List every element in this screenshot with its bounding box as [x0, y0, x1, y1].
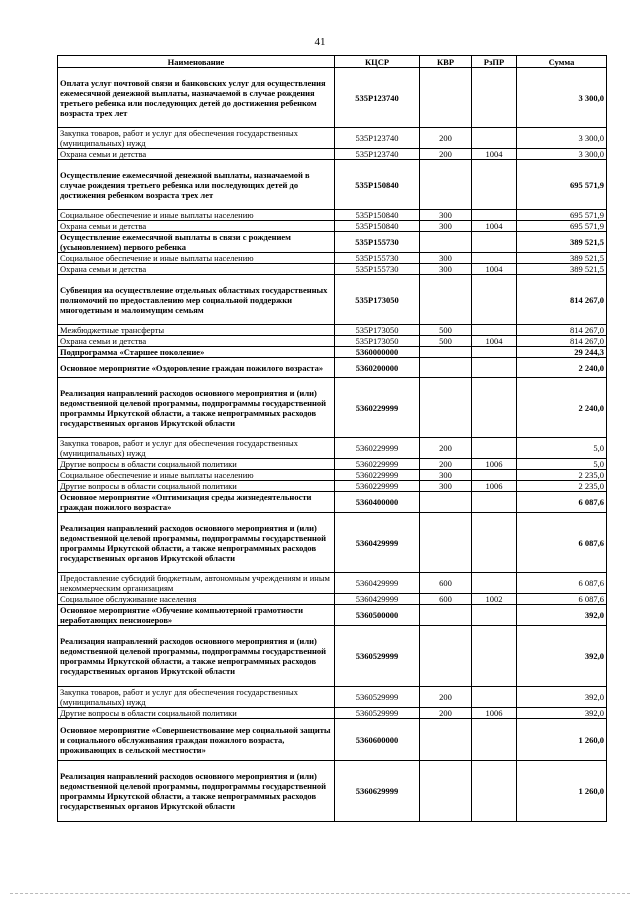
- cell-sum: 389 521,5: [517, 232, 607, 253]
- cell-kvr: 200: [420, 128, 472, 149]
- cell-kvr: 200: [420, 687, 472, 708]
- cell-kcsr: 5360229999: [335, 481, 420, 492]
- cell-name: Другие вопросы в области социальной политики: [58, 459, 335, 470]
- table-row: [58, 687, 607, 708]
- table-header-row: [58, 56, 607, 68]
- cell-name: Закупка товаров, работ и услуг для обеспечения государственных (муниципальных) нужд: [58, 687, 335, 708]
- header-sum: Сумма: [517, 56, 607, 68]
- cell-sum: 814 267,0: [517, 336, 607, 347]
- cell-sum: 1 260,0: [517, 719, 607, 761]
- cell-sum: 5,0: [517, 459, 607, 470]
- cell-kvr: 600: [420, 573, 472, 594]
- cell-kcsr: 535P150840: [335, 160, 420, 210]
- table-row: [58, 513, 607, 573]
- cell-sum: 6 087,6: [517, 513, 607, 573]
- cell-name: Основное мероприятие «Оптимизация среды жизнедеятельности граждан пожилого возраста»: [58, 492, 335, 513]
- table-row: [58, 594, 607, 605]
- cell-rzpr: 1002: [472, 594, 517, 605]
- cell-rzpr: [472, 605, 517, 626]
- cell-kcsr: 535P123740: [335, 128, 420, 149]
- cell-sum: 2 240,0: [517, 358, 607, 378]
- cell-rzpr: 1004: [472, 221, 517, 232]
- cell-sum: 695 571,9: [517, 160, 607, 210]
- cell-rzpr: [472, 325, 517, 336]
- cell-kcsr: 535P123740: [335, 68, 420, 128]
- cell-sum: 2 240,0: [517, 378, 607, 438]
- cell-name: Предоставление субсидий бюджетным, автономным учреждениям и иным некоммерческим организациям: [58, 573, 335, 594]
- table-row: [58, 626, 607, 687]
- cell-sum: 3 300,0: [517, 128, 607, 149]
- cell-name: Закупка товаров, работ и услуг для обеспечения государственных (муниципальных) нужд: [58, 438, 335, 459]
- table-row: [58, 378, 607, 438]
- cell-kvr: [420, 378, 472, 438]
- cell-name: Социальное обслуживание населения: [58, 594, 335, 605]
- cell-rzpr: 1006: [472, 459, 517, 470]
- cell-rzpr: [472, 232, 517, 253]
- table-row: [58, 253, 607, 264]
- cell-name: Реализация направлений расходов основного мероприятия и (или) ведомственной целевой программы, подпрограммы государственной программы Иркутской области, а также непрограммных расходов государственных органов Иркутской области: [58, 626, 335, 687]
- table-row: [58, 761, 607, 822]
- cell-kvr: [420, 232, 472, 253]
- table-body: [58, 68, 607, 822]
- cell-kvr: [420, 626, 472, 687]
- cell-kvr: 200: [420, 149, 472, 160]
- table-row: [58, 492, 607, 513]
- scan-edge-line: [10, 893, 630, 894]
- cell-rzpr: [472, 513, 517, 573]
- cell-name: Осуществление ежемесячной выплаты в связи с рождением (усыновлением) первого ребенка: [58, 232, 335, 253]
- table-row: [58, 708, 607, 719]
- cell-kcsr: 535P155730: [335, 232, 420, 253]
- cell-name: Межбюджетные трансферты: [58, 325, 335, 336]
- table-row: [58, 347, 607, 358]
- cell-rzpr: [472, 470, 517, 481]
- cell-kvr: 500: [420, 336, 472, 347]
- cell-kcsr: 5360229999: [335, 438, 420, 459]
- table-row: [58, 68, 607, 128]
- cell-rzpr: [472, 210, 517, 221]
- cell-sum: 814 267,0: [517, 325, 607, 336]
- cell-rzpr: [472, 160, 517, 210]
- cell-kcsr: 5360429999: [335, 513, 420, 573]
- cell-kvr: 300: [420, 210, 472, 221]
- cell-kvr: 300: [420, 481, 472, 492]
- table-row: [58, 128, 607, 149]
- cell-kvr: [420, 68, 472, 128]
- cell-sum: 2 235,0: [517, 481, 607, 492]
- cell-sum: 814 267,0: [517, 275, 607, 325]
- cell-name: Охрана семьи и детства: [58, 336, 335, 347]
- cell-kvr: 300: [420, 470, 472, 481]
- cell-name: Осуществление ежемесячной денежной выплаты, назначаемой в случае рождения третьего ребенка или последующих детей до достижения ребенком возраста трех лет: [58, 160, 335, 210]
- cell-kvr: 300: [420, 221, 472, 232]
- cell-rzpr: [472, 719, 517, 761]
- cell-rzpr: [472, 492, 517, 513]
- cell-rzpr: [472, 378, 517, 438]
- table-row: [58, 438, 607, 459]
- cell-kvr: 300: [420, 264, 472, 275]
- cell-rzpr: 1004: [472, 264, 517, 275]
- cell-rzpr: 1006: [472, 708, 517, 719]
- cell-name: Социальное обеспечение и иные выплаты населению: [58, 470, 335, 481]
- cell-name: Реализация направлений расходов основного мероприятия и (или) ведомственной целевой программы, подпрограммы государственной программы Иркутской области, а также непрограммных расходов государственных органов Иркутской области: [58, 761, 335, 822]
- cell-name: Социальное обеспечение и иные выплаты населению: [58, 253, 335, 264]
- cell-kcsr: 535P123740: [335, 149, 420, 160]
- cell-kvr: 600: [420, 594, 472, 605]
- cell-kcsr: 535P150840: [335, 221, 420, 232]
- cell-rzpr: [472, 626, 517, 687]
- cell-kcsr: 5360600000: [335, 719, 420, 761]
- cell-sum: 389 521,5: [517, 253, 607, 264]
- cell-kvr: [420, 605, 472, 626]
- cell-kvr: [420, 513, 472, 573]
- cell-name: Другие вопросы в области социальной политики: [58, 708, 335, 719]
- cell-kcsr: 535P173050: [335, 336, 420, 347]
- cell-kvr: 200: [420, 459, 472, 470]
- cell-name: Другие вопросы в области социальной политики: [58, 481, 335, 492]
- cell-kvr: [420, 160, 472, 210]
- header-kvr: КВР: [420, 56, 472, 68]
- cell-kvr: [420, 719, 472, 761]
- cell-sum: 392,0: [517, 708, 607, 719]
- cell-kvr: [420, 358, 472, 378]
- cell-rzpr: 1004: [472, 149, 517, 160]
- cell-kcsr: 5360429999: [335, 573, 420, 594]
- table-row: [58, 232, 607, 253]
- cell-sum: 2 235,0: [517, 470, 607, 481]
- cell-rzpr: [472, 253, 517, 264]
- table-row: [58, 210, 607, 221]
- cell-rzpr: 1004: [472, 336, 517, 347]
- cell-name: Реализация направлений расходов основного мероприятия и (или) ведомственной целевой программы, подпрограммы государственной программы Иркутской области, а также непрограммных расходов государственных органов Иркутской области: [58, 513, 335, 573]
- table-row: [58, 160, 607, 210]
- cell-sum: 3 300,0: [517, 149, 607, 160]
- cell-kcsr: 535P150840: [335, 210, 420, 221]
- cell-kcsr: 5360229999: [335, 470, 420, 481]
- cell-sum: 695 571,9: [517, 210, 607, 221]
- cell-name: Основное мероприятие «Совершенствование мер социальной защиты и социального обслуживания граждан пожилого возраста, проживающих в сельской местности»: [58, 719, 335, 761]
- cell-kcsr: 5360429999: [335, 594, 420, 605]
- cell-kvr: [420, 347, 472, 358]
- cell-kvr: 300: [420, 253, 472, 264]
- cell-name: Основное мероприятие «Обучение компьютерной грамотности неработающих пенсионеров»: [58, 605, 335, 626]
- cell-name: Субвенция на осуществление отдельных областных государственных полномочий по предоставлению мер социальной поддержки многодетным и малоимущим семьям: [58, 275, 335, 325]
- cell-name: Подпрограмма «Старшее поколение»: [58, 347, 335, 358]
- cell-kvr: [420, 761, 472, 822]
- cell-kvr: 200: [420, 708, 472, 719]
- table-row: [58, 221, 607, 232]
- cell-sum: 6 087,6: [517, 594, 607, 605]
- cell-rzpr: [472, 358, 517, 378]
- cell-name: Охрана семьи и детства: [58, 264, 335, 275]
- cell-kcsr: 5360529999: [335, 626, 420, 687]
- table-row: [58, 470, 607, 481]
- cell-sum: 392,0: [517, 626, 607, 687]
- table-row: [58, 264, 607, 275]
- cell-name: Реализация направлений расходов основного мероприятия и (или) ведомственной целевой программы, подпрограммы государственной программы Иркутской области, а также непрограммных расходов государственных органов Иркутской области: [58, 378, 335, 438]
- cell-sum: 389 521,5: [517, 264, 607, 275]
- cell-sum: 392,0: [517, 605, 607, 626]
- header-name: Наименование: [58, 56, 335, 68]
- cell-rzpr: [472, 347, 517, 358]
- cell-rzpr: [472, 687, 517, 708]
- cell-kcsr: 535P155730: [335, 253, 420, 264]
- cell-kcsr: 5360529999: [335, 687, 420, 708]
- cell-name: Закупка товаров, работ и услуг для обеспечения государственных (муниципальных) нужд: [58, 128, 335, 149]
- cell-kcsr: 535P173050: [335, 275, 420, 325]
- header-kcsr: КЦСР: [335, 56, 420, 68]
- cell-kvr: [420, 275, 472, 325]
- table-row: [58, 275, 607, 325]
- budget-table: [57, 55, 607, 822]
- table-row: [58, 336, 607, 347]
- cell-kcsr: 535P173050: [335, 325, 420, 336]
- cell-kcsr: 5360000000: [335, 347, 420, 358]
- cell-name: Основное мероприятие «Оздоровление граждан пожилого возраста»: [58, 358, 335, 378]
- cell-rzpr: 1006: [472, 481, 517, 492]
- cell-name: Оплата услуг почтовой связи и банковских услуг для осуществления ежемесячной денежной выплаты, назначаемой в случае рождения третьего ребенка или последующих детей до достижения ребенком возраста трех лет: [58, 68, 335, 128]
- table-row: [58, 719, 607, 761]
- cell-kcsr: 5360229999: [335, 459, 420, 470]
- cell-sum: 5,0: [517, 438, 607, 459]
- cell-name: Социальное обеспечение и иные выплаты населению: [58, 210, 335, 221]
- cell-rzpr: [472, 68, 517, 128]
- cell-rzpr: [472, 573, 517, 594]
- header-rzpr: РзПР: [472, 56, 517, 68]
- cell-rzpr: [472, 275, 517, 325]
- cell-sum: 6 087,6: [517, 492, 607, 513]
- cell-kcsr: 5360200000: [335, 358, 420, 378]
- page-number: 41: [314, 36, 326, 48]
- cell-kvr: [420, 492, 472, 513]
- cell-sum: 3 300,0: [517, 68, 607, 128]
- cell-kcsr: 535P155730: [335, 264, 420, 275]
- cell-name: Охрана семьи и детства: [58, 149, 335, 160]
- cell-sum: 29 244,3: [517, 347, 607, 358]
- cell-kcsr: 5360500000: [335, 605, 420, 626]
- table-row: [58, 325, 607, 336]
- cell-kcsr: 5360400000: [335, 492, 420, 513]
- cell-name: Охрана семьи и детства: [58, 221, 335, 232]
- table-row: [58, 358, 607, 378]
- table-row: [58, 573, 607, 594]
- cell-sum: 695 571,9: [517, 221, 607, 232]
- cell-sum: 6 087,6: [517, 573, 607, 594]
- cell-kcsr: 5360629999: [335, 761, 420, 822]
- cell-sum: 392,0: [517, 687, 607, 708]
- table-row: [58, 481, 607, 492]
- table-row: [58, 149, 607, 160]
- cell-kcsr: 5360229999: [335, 378, 420, 438]
- cell-sum: 1 260,0: [517, 761, 607, 822]
- table-row: [58, 459, 607, 470]
- cell-kvr: 500: [420, 325, 472, 336]
- cell-rzpr: [472, 438, 517, 459]
- cell-rzpr: [472, 128, 517, 149]
- cell-rzpr: [472, 761, 517, 822]
- table-row: [58, 605, 607, 626]
- cell-kvr: 200: [420, 438, 472, 459]
- cell-kcsr: 5360529999: [335, 708, 420, 719]
